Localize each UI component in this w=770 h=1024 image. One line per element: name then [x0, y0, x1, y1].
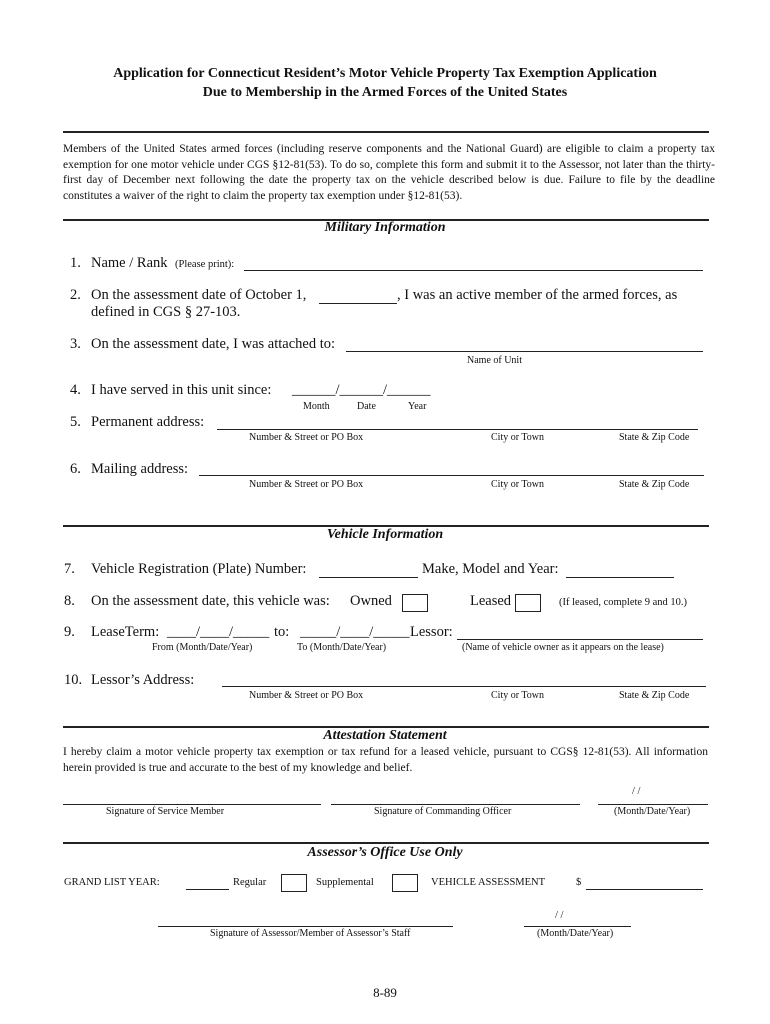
assessor-heading: Assessor’s Office Use Only [307, 845, 463, 860]
q5-label: Permanent address: [91, 414, 205, 430]
q8-note: (If leased, complete 9 and 10.) [559, 597, 687, 608]
make-model-year-field[interactable] [566, 577, 674, 578]
attestation-heading: Attestation Statement [323, 728, 447, 743]
q2-number: 2. [70, 287, 81, 303]
q9-lessor-caption: (Name of vehicle owner as it appears on the lease) [462, 642, 664, 653]
q8-owned-label: Owned [350, 593, 392, 609]
owned-checkbox[interactable] [402, 594, 428, 612]
form-number: 8-89 [373, 985, 397, 1000]
q5-number: 5. [70, 414, 81, 430]
q9-to-label: to: [274, 624, 290, 640]
name-rank-field[interactable] [244, 270, 703, 271]
assessment-year-field[interactable] [319, 303, 397, 304]
q7-label: Vehicle Registration (Plate) Number: [91, 561, 307, 577]
q9-to-caption: To (Month/Date/Year) [297, 642, 387, 653]
assessor-date-caption: (Month/Date/Year) [537, 928, 614, 939]
q10-state-caption: State & Zip Code [619, 690, 690, 701]
assessor-divider [63, 842, 709, 844]
lessor-name-field[interactable] [457, 639, 703, 640]
q9-number: 9. [64, 624, 75, 640]
q6-number: 6. [70, 461, 81, 477]
q10-city-caption: City or Town [491, 690, 545, 701]
form-title-line1: Application for Connecticut Resident’s Motor Vehicle Property Tax Exemption Application [113, 66, 657, 81]
q2-text-a: On the assessment date of October 1, [91, 287, 307, 303]
q4-month-caption: Month [303, 401, 330, 412]
dollar-sign: $ [576, 877, 582, 888]
q7-make-label: Make, Model and Year: [422, 561, 559, 577]
regular-checkbox[interactable] [281, 874, 307, 892]
sig-officer-caption: Signature of Commanding Officer [374, 806, 512, 817]
q5-state-caption: State & Zip Code [619, 432, 690, 443]
q4-date-caption: Date [357, 401, 376, 412]
q9-from-caption: From (Month/Date/Year) [152, 642, 253, 653]
q9-label: LeaseTerm: [91, 624, 160, 640]
q10-street-caption: Number & Street or PO Box [249, 690, 364, 701]
q7-number: 7. [64, 561, 75, 577]
vehicle-heading: Vehicle Information [326, 527, 444, 542]
vehicle-assessment-field[interactable] [586, 889, 703, 890]
lessor-address-field[interactable] [222, 686, 706, 687]
top-divider [63, 131, 709, 133]
attest-date-caption: (Month/Date/Year) [614, 806, 691, 817]
grand-list-year-field[interactable] [186, 889, 229, 890]
form-title-line2: Due to Membership in the Armed Forces of the United States [202, 85, 568, 100]
military-heading: Military Information [324, 220, 446, 235]
attest-date-field[interactable] [598, 804, 708, 805]
q1-label: Name / Rank [91, 255, 168, 271]
service-since-field[interactable]: ______/______/______ [292, 382, 431, 398]
lease-to-field[interactable]: _____/____/_____ [300, 624, 410, 640]
q6-street-caption: Number & Street or PO Box [249, 479, 364, 490]
sig-assessor-caption: Signature of Assessor/Member of Assessor’s Staff [210, 928, 411, 939]
q8-leased-label: Leased [470, 593, 512, 609]
q3-caption: Name of Unit [467, 355, 522, 366]
q5-street-caption: Number & Street or PO Box [249, 432, 364, 443]
q8-label: On the assessment date, this vehicle was: [91, 593, 330, 609]
q5-city-caption: City or Town [491, 432, 545, 443]
regular-label: Regular [233, 877, 267, 888]
permanent-address-field[interactable] [217, 429, 698, 430]
q2-text-line2: defined in CGS § 27-103. [91, 304, 241, 320]
assessor-date-field[interactable] [524, 926, 631, 927]
grand-list-label: GRAND LIST YEAR: [64, 877, 160, 888]
q6-state-caption: State & Zip Code [619, 479, 690, 490]
attest-date-slashes: / / [632, 786, 641, 797]
vehicle-assessment-label: VEHICLE ASSESSMENT [431, 877, 546, 888]
assessor-signature-field[interactable] [158, 926, 453, 927]
q4-number: 4. [70, 382, 81, 398]
assessor-date-slashes: / / [555, 910, 564, 921]
q10-number: 10. [64, 672, 83, 688]
q3-label: On the assessment date, I was attached to: [91, 336, 336, 352]
plate-number-field[interactable] [319, 577, 418, 578]
q3-number: 3. [70, 336, 81, 352]
q8-number: 8. [64, 593, 75, 609]
q2-text-b: , I was an active member of the armed forces, as [397, 287, 678, 303]
q10-label: Lessor’s Address: [91, 672, 195, 688]
unit-name-field[interactable] [346, 351, 703, 352]
q4-label: I have served in this unit since: [91, 382, 272, 398]
intro-paragraph: Members of the United States armed forces (including reserve components and the National Guard) are eligible to claim a property tax exemption for one motor vehicle under CGS §12-81(53). To do so, complete this form and submit it to the Assessor, not later than the thirty-first day of December next following the date the property tax on the vehicle described below is due. Failure to file by the deadline constitutes a waiver of the right to claim the property tax exemption under §12-81(53). [63, 143, 715, 202]
q4-year-caption: Year [408, 401, 427, 412]
service-member-signature-field[interactable] [63, 804, 321, 805]
leased-checkbox[interactable] [515, 594, 541, 612]
supplemental-label: Supplemental [316, 877, 374, 888]
q9-lessor-label: Lessor: [410, 624, 453, 640]
supplemental-checkbox[interactable] [392, 874, 418, 892]
commanding-officer-signature-field[interactable] [331, 804, 580, 805]
lease-from-field[interactable]: ____/____/_____ [167, 624, 270, 640]
q1-number: 1. [70, 255, 81, 271]
mailing-address-field[interactable] [199, 475, 704, 476]
sig-member-caption: Signature of Service Member [106, 806, 225, 817]
q1-hint: (Please print): [175, 259, 235, 270]
q6-city-caption: City or Town [491, 479, 545, 490]
attestation-text: I hereby claim a motor vehicle property tax exemption or tax refund for a leased vehicle, pursuant to CGS§ 12-81(53). All information herein provided is true and accurate to the best of my knowledge and belief. [63, 746, 708, 774]
q6-label: Mailing address: [91, 461, 189, 477]
